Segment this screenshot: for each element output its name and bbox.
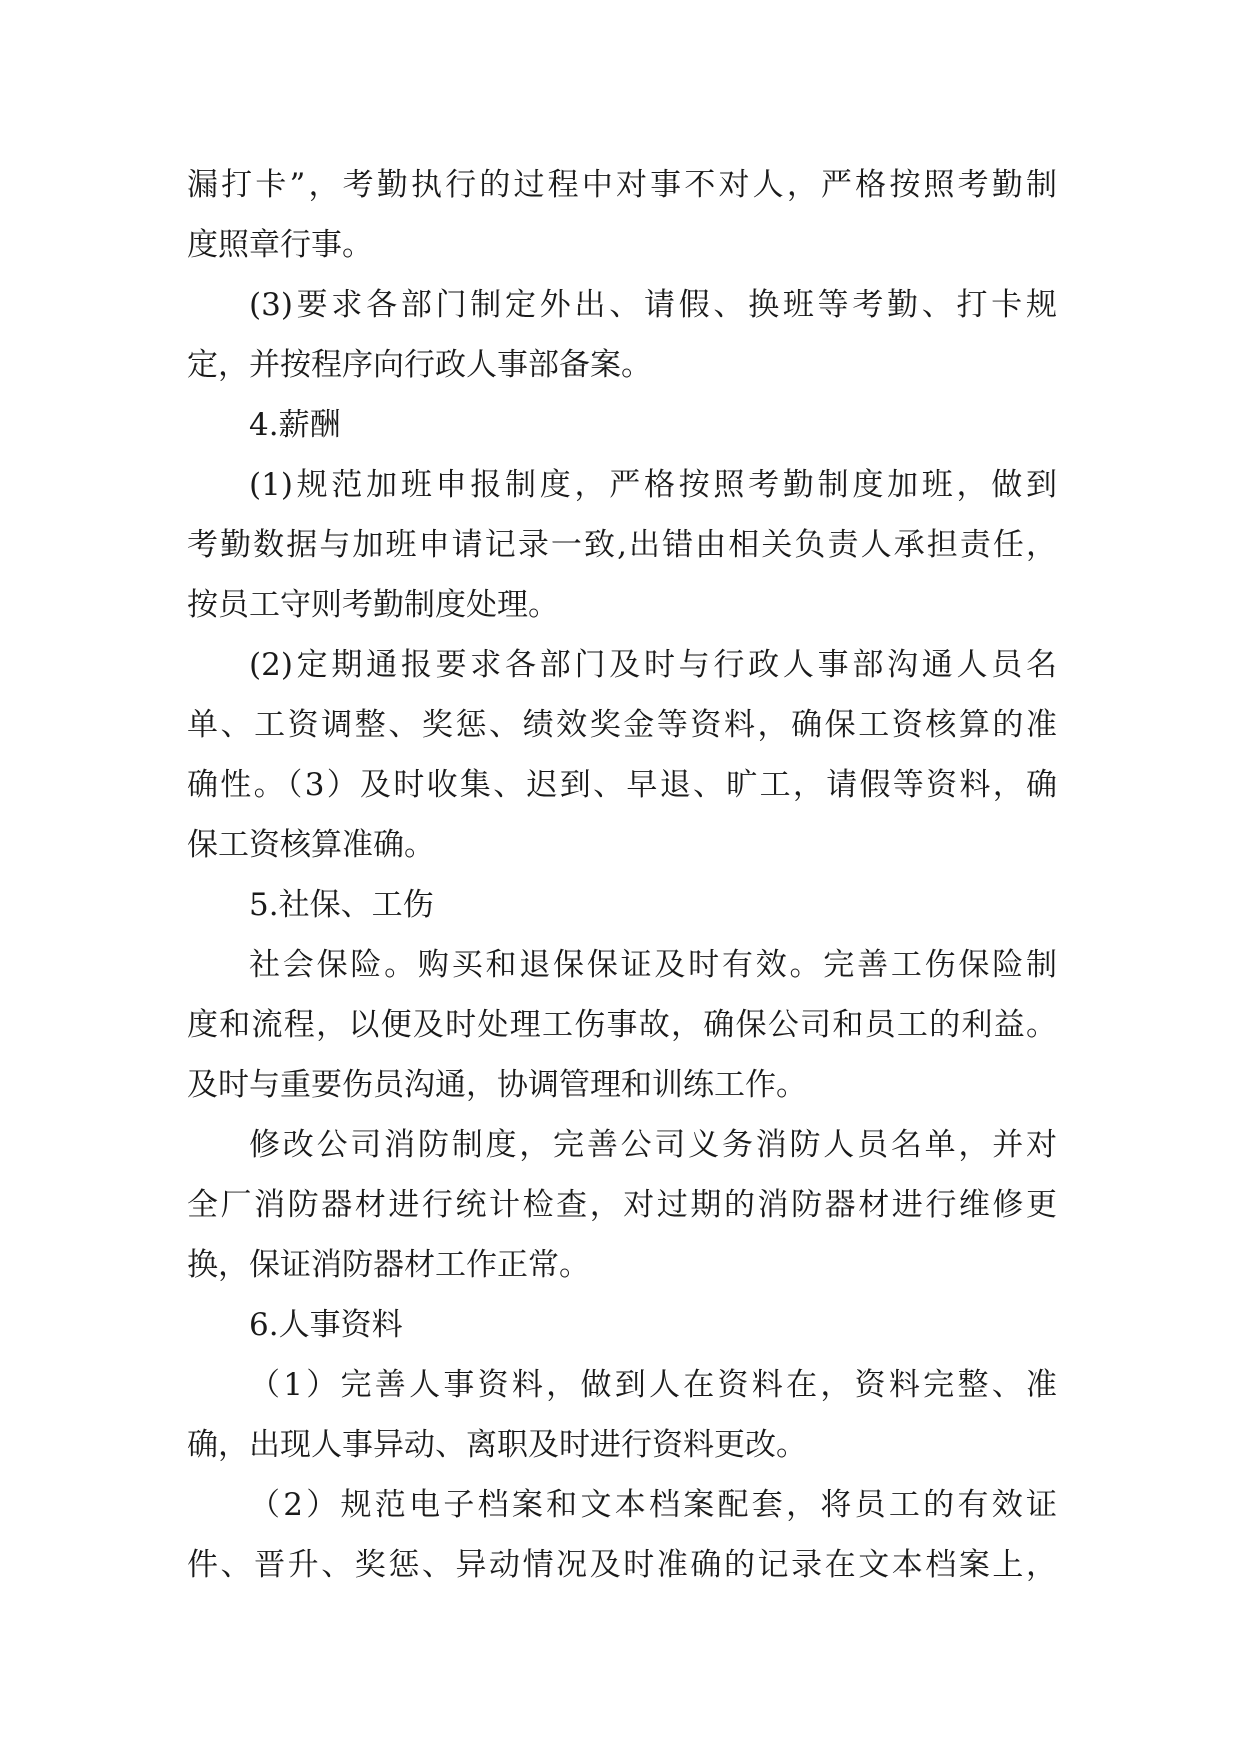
text-line: 考勤数据与加班申请记录一致,出错由相关负责人承担责任， xyxy=(187,527,1057,563)
text-line: 修改公司消防制度，完善公司义务消防人员名单，并对 xyxy=(249,1127,1057,1163)
text-line: （2）规范电子档案和文本档案配套，将员工的有效证 xyxy=(249,1487,1057,1523)
text-line: 社会保险。购买和退保保证及时有效。完善工伤保险制 xyxy=(249,947,1057,983)
section-heading: 5.社保、工伤 xyxy=(249,887,434,923)
text-line: 度和流程，以便及时处理工伤事故，确保公司和员工的利益。 xyxy=(187,1007,1057,1043)
text-line: 全厂消防器材进行统计检查，对过期的消防器材进行维修更 xyxy=(187,1187,1057,1223)
text-line: 单、工资调整、奖惩、绩效奖金等资料，确保工资核算的准 xyxy=(187,707,1057,743)
text-line: 度照章行事。 xyxy=(187,227,373,263)
text-line: 漏打卡”，考勤执行的过程中对事不对人，严格按照考勤制 xyxy=(187,167,1057,203)
text-line: (2)定期通报要求各部门及时与行政人事部沟通人员名 xyxy=(249,647,1057,683)
text-line: 按员工守则考勤制度处理。 xyxy=(187,587,559,623)
text-line: 保工资核算准确。 xyxy=(187,827,435,863)
text-line: 件、晋升、奖惩、异动情况及时准确的记录在文本档案上， xyxy=(187,1547,1057,1583)
text-line: （1）完善人事资料，做到人在资料在，资料完整、准 xyxy=(249,1367,1057,1403)
section-heading: 6.人事资料 xyxy=(249,1307,403,1343)
text-line: 及时与重要伤员沟通，协调管理和训练工作。 xyxy=(187,1067,807,1103)
text-line: 确，出现人事异动、离职及时进行资料更改。 xyxy=(187,1427,807,1463)
body-text xyxy=(187,155,1057,1595)
section-heading: 4.薪酬 xyxy=(249,407,341,443)
text-line: 定，并按程序向行政人事部备案。 xyxy=(187,347,652,383)
text-line: 换，保证消防器材工作正常。 xyxy=(187,1247,590,1283)
text-line: (3)要求各部门制定外出、请假、换班等考勤、打卡规 xyxy=(249,287,1057,323)
text-line: 确性。（3）及时收集、迟到、早退、旷工，请假等资料，确 xyxy=(187,767,1057,803)
text-line: (1)规范加班申报制度，严格按照考勤制度加班，做到 xyxy=(249,467,1057,503)
